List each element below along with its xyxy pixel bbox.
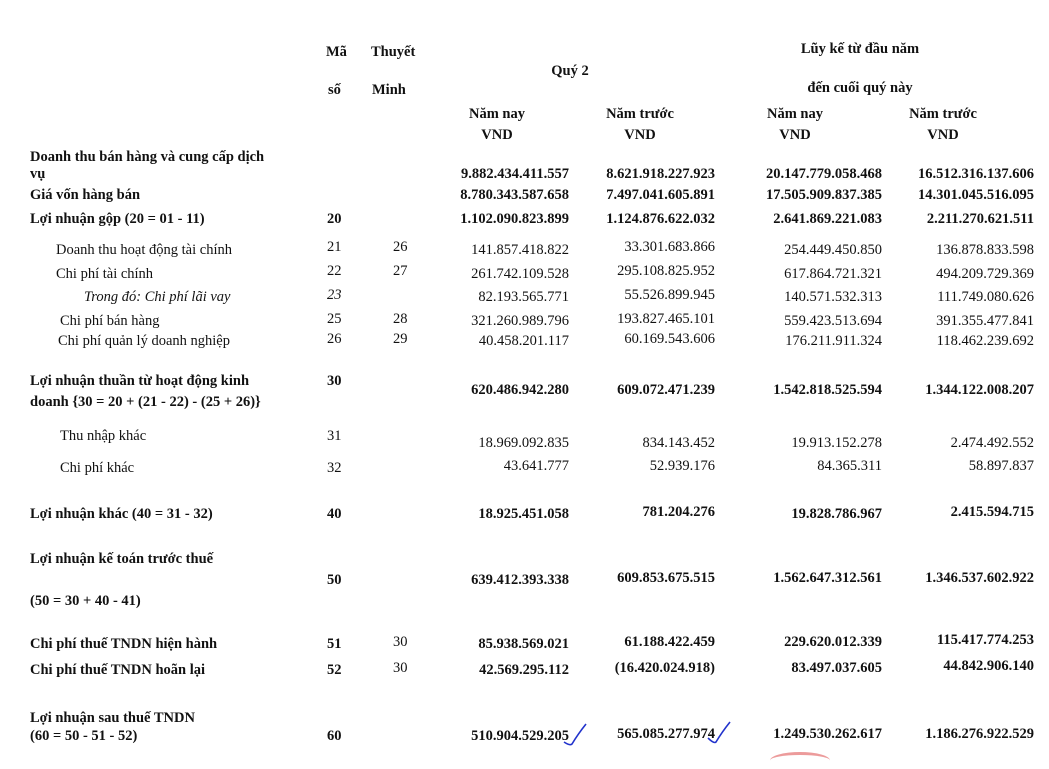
row-ytd-previous: 136.878.833.598	[936, 242, 1034, 258]
row-label: Chi phí thuế TNDN hiện hành	[30, 636, 218, 652]
row-note: 27	[393, 263, 408, 279]
row-label: Lợi nhuận gộp (20 = 01 - 11)	[30, 211, 205, 227]
row-ytd-current: 1.249.530.262.617	[773, 726, 882, 742]
row-code: 40	[327, 506, 342, 522]
row-note: 28	[393, 311, 408, 327]
row-q-previous: 609.853.675.515	[617, 570, 715, 586]
row-q-previous: 1.124.876.622.032	[606, 211, 715, 227]
row-ytd-previous: 1.344.122.008.207	[925, 382, 1034, 398]
row-label: Thu nhập khác	[60, 428, 147, 444]
row-q-previous: 52.939.176	[649, 458, 715, 474]
row-q-current: 82.193.565.771	[478, 289, 569, 305]
row-ytd-current: 617.864.721.321	[784, 266, 882, 282]
row-ytd-previous: 16.512.316.137.606	[918, 166, 1034, 182]
header-q-previous-currency: VND	[624, 127, 656, 143]
row-ytd-previous: 2.415.594.715	[950, 504, 1034, 520]
header-thuyet-minh-line2: Minh	[372, 82, 406, 98]
header-thuyet-minh-line1: Thuyết	[371, 44, 416, 60]
row-ytd-previous: 2.474.492.552	[950, 435, 1034, 451]
header-quarter: Quý 2	[551, 63, 589, 79]
row-label: Trong đó: Chi phí lãi vay	[84, 289, 231, 305]
row-q-previous: 834.143.452	[642, 435, 715, 451]
stamp-edge	[770, 752, 830, 769]
row-note: 30	[393, 660, 408, 676]
row-label: Lợi nhuận sau thuế TNDN	[30, 710, 195, 726]
row-ytd-previous: 111.749.080.626	[937, 289, 1034, 305]
row-label: doanh {30 = 20 + (21 - 22) - (25 + 26)}	[30, 394, 261, 410]
row-label: (50 = 30 + 40 - 41)	[30, 593, 141, 609]
header-ytd-previous-currency: VND	[927, 127, 959, 143]
row-note: 29	[393, 331, 408, 347]
row-label: Chi phí tài chính	[56, 266, 154, 282]
row-q-current: 40.458.201.117	[478, 333, 569, 349]
row-ytd-previous: 58.897.837	[968, 458, 1034, 474]
row-label: Chi phí quản lý doanh nghiệp	[58, 333, 230, 349]
row-ytd-current: 1.542.818.525.594	[773, 382, 882, 398]
row-code: 31	[327, 428, 342, 444]
row-ytd-current: 229.620.012.339	[784, 634, 882, 650]
row-code: 51	[327, 636, 342, 652]
row-label: Lợi nhuận thuần từ hoạt động kinh	[30, 373, 250, 389]
row-q-previous: 7.497.041.605.891	[606, 187, 715, 203]
row-q-current: 141.857.418.822	[471, 242, 569, 258]
header-ytd-line2: đến cuối quý này	[807, 80, 913, 96]
row-label: Lợi nhuận khác (40 = 31 - 32)	[30, 506, 213, 522]
row-code: 30	[327, 373, 342, 389]
header-ma-so-line2: số	[328, 82, 341, 98]
row-q-current: 85.938.569.021	[478, 636, 569, 652]
row-q-current: 620.486.942.280	[471, 382, 569, 398]
row-label: Giá vốn hàng bán	[30, 187, 141, 203]
row-code: 50	[327, 572, 342, 588]
row-ytd-current: 2.641.869.221.083	[773, 211, 882, 227]
header-q-current-currency: VND	[481, 127, 513, 143]
row-q-previous: 55.526.899.945	[624, 287, 715, 303]
row-q-current: 42.569.295.112	[479, 662, 569, 678]
row-ytd-current: 19.913.152.278	[791, 435, 882, 451]
header-ytd-line1: Lũy kế từ đầu năm	[800, 41, 920, 57]
row-q-current: 639.412.393.338	[471, 572, 569, 588]
row-q-current: 321.260.989.796	[471, 313, 569, 329]
row-q-previous: 609.072.471.239	[617, 382, 715, 398]
row-ytd-previous: 391.355.477.841	[936, 313, 1034, 329]
row-ytd-current: 176.211.911.324	[785, 333, 882, 349]
header-ma-so-line1: Mã	[326, 44, 347, 60]
header-q-previous-year: Năm trước	[606, 106, 674, 122]
check-mark-icon	[562, 722, 588, 748]
header-ytd-current-year: Năm nay	[767, 106, 823, 122]
check-mark-icon	[706, 720, 732, 746]
row-ytd-current: 19.828.786.967	[791, 506, 882, 522]
row-q-previous: (16.420.024.918)	[614, 660, 715, 676]
row-label: Chi phí bán hàng	[60, 313, 160, 329]
row-ytd-previous: 494.209.729.369	[936, 266, 1034, 282]
row-note: 26	[393, 239, 408, 255]
row-label: Chi phí thuế TNDN hoãn lại	[30, 662, 205, 678]
header-q-current-year: Năm nay	[469, 106, 525, 122]
row-ytd-previous: 2.211.270.621.511	[926, 211, 1034, 227]
row-code: 23	[327, 287, 342, 303]
row-q-previous: 33.301.683.866	[624, 239, 715, 255]
row-q-current: 18.925.451.058	[478, 506, 569, 522]
row-q-current: 261.742.109.528	[471, 266, 569, 282]
row-ytd-current: 84.365.311	[817, 458, 882, 474]
row-code: 52	[327, 662, 342, 678]
row-ytd-current: 559.423.513.694	[784, 313, 882, 329]
row-code: 25	[327, 311, 342, 327]
row-q-previous: 8.621.918.227.923	[606, 166, 715, 182]
row-q-previous: 60.169.543.606	[624, 331, 715, 347]
row-q-current: 8.780.343.587.658	[460, 187, 569, 203]
row-q-previous: 781.204.276	[642, 504, 715, 520]
row-ytd-current: 1.562.647.312.561	[773, 570, 882, 586]
row-label: (60 = 50 - 51 - 52)	[30, 728, 138, 744]
row-ytd-current: 20.147.779.058.468	[766, 166, 882, 182]
row-q-previous: 193.827.465.101	[617, 311, 715, 327]
row-ytd-current: 254.449.450.850	[784, 242, 882, 258]
row-code: 20	[327, 211, 342, 227]
row-code: 22	[327, 263, 342, 279]
row-q-previous: 565.085.277.974	[617, 726, 715, 742]
row-code: 26	[327, 331, 342, 347]
header-ytd-previous-year: Năm trước	[909, 106, 977, 122]
row-note: 30	[393, 634, 408, 650]
row-code: 60	[327, 728, 342, 744]
row-ytd-current: 17.505.909.837.385	[766, 187, 882, 203]
row-ytd-previous: 1.346.537.602.922	[925, 570, 1034, 586]
header-ytd-current-currency: VND	[779, 127, 811, 143]
row-q-current: 1.102.090.823.899	[460, 211, 569, 227]
row-ytd-previous: 115.417.774.253	[936, 632, 1034, 648]
row-q-previous: 295.108.825.952	[617, 263, 715, 279]
row-q-current: 43.641.777	[503, 458, 569, 474]
row-label: Lợi nhuận kế toán trước thuế	[30, 551, 214, 567]
row-ytd-previous: 118.462.239.692	[936, 333, 1034, 349]
row-q-current: 9.882.434.411.557	[461, 166, 569, 182]
row-q-current: 510.904.529.205	[471, 728, 569, 744]
row-code: 21	[327, 239, 342, 255]
row-ytd-previous: 1.186.276.922.529	[925, 726, 1034, 742]
row-label: Doanh thu bán hàng và cung cấp dịch	[30, 149, 265, 165]
row-ytd-previous: 14.301.045.516.095	[918, 187, 1034, 203]
row-q-current: 18.969.092.835	[478, 435, 569, 451]
row-ytd-current: 83.497.037.605	[791, 660, 882, 676]
row-label: Doanh thu hoạt động tài chính	[56, 242, 232, 258]
row-q-previous: 61.188.422.459	[624, 634, 715, 650]
row-label: Chi phí khác	[60, 460, 135, 476]
row-ytd-current: 140.571.532.313	[784, 289, 882, 305]
row-label: vụ	[30, 166, 46, 182]
row-ytd-previous: 44.842.906.140	[943, 658, 1034, 674]
row-code: 32	[327, 460, 342, 476]
